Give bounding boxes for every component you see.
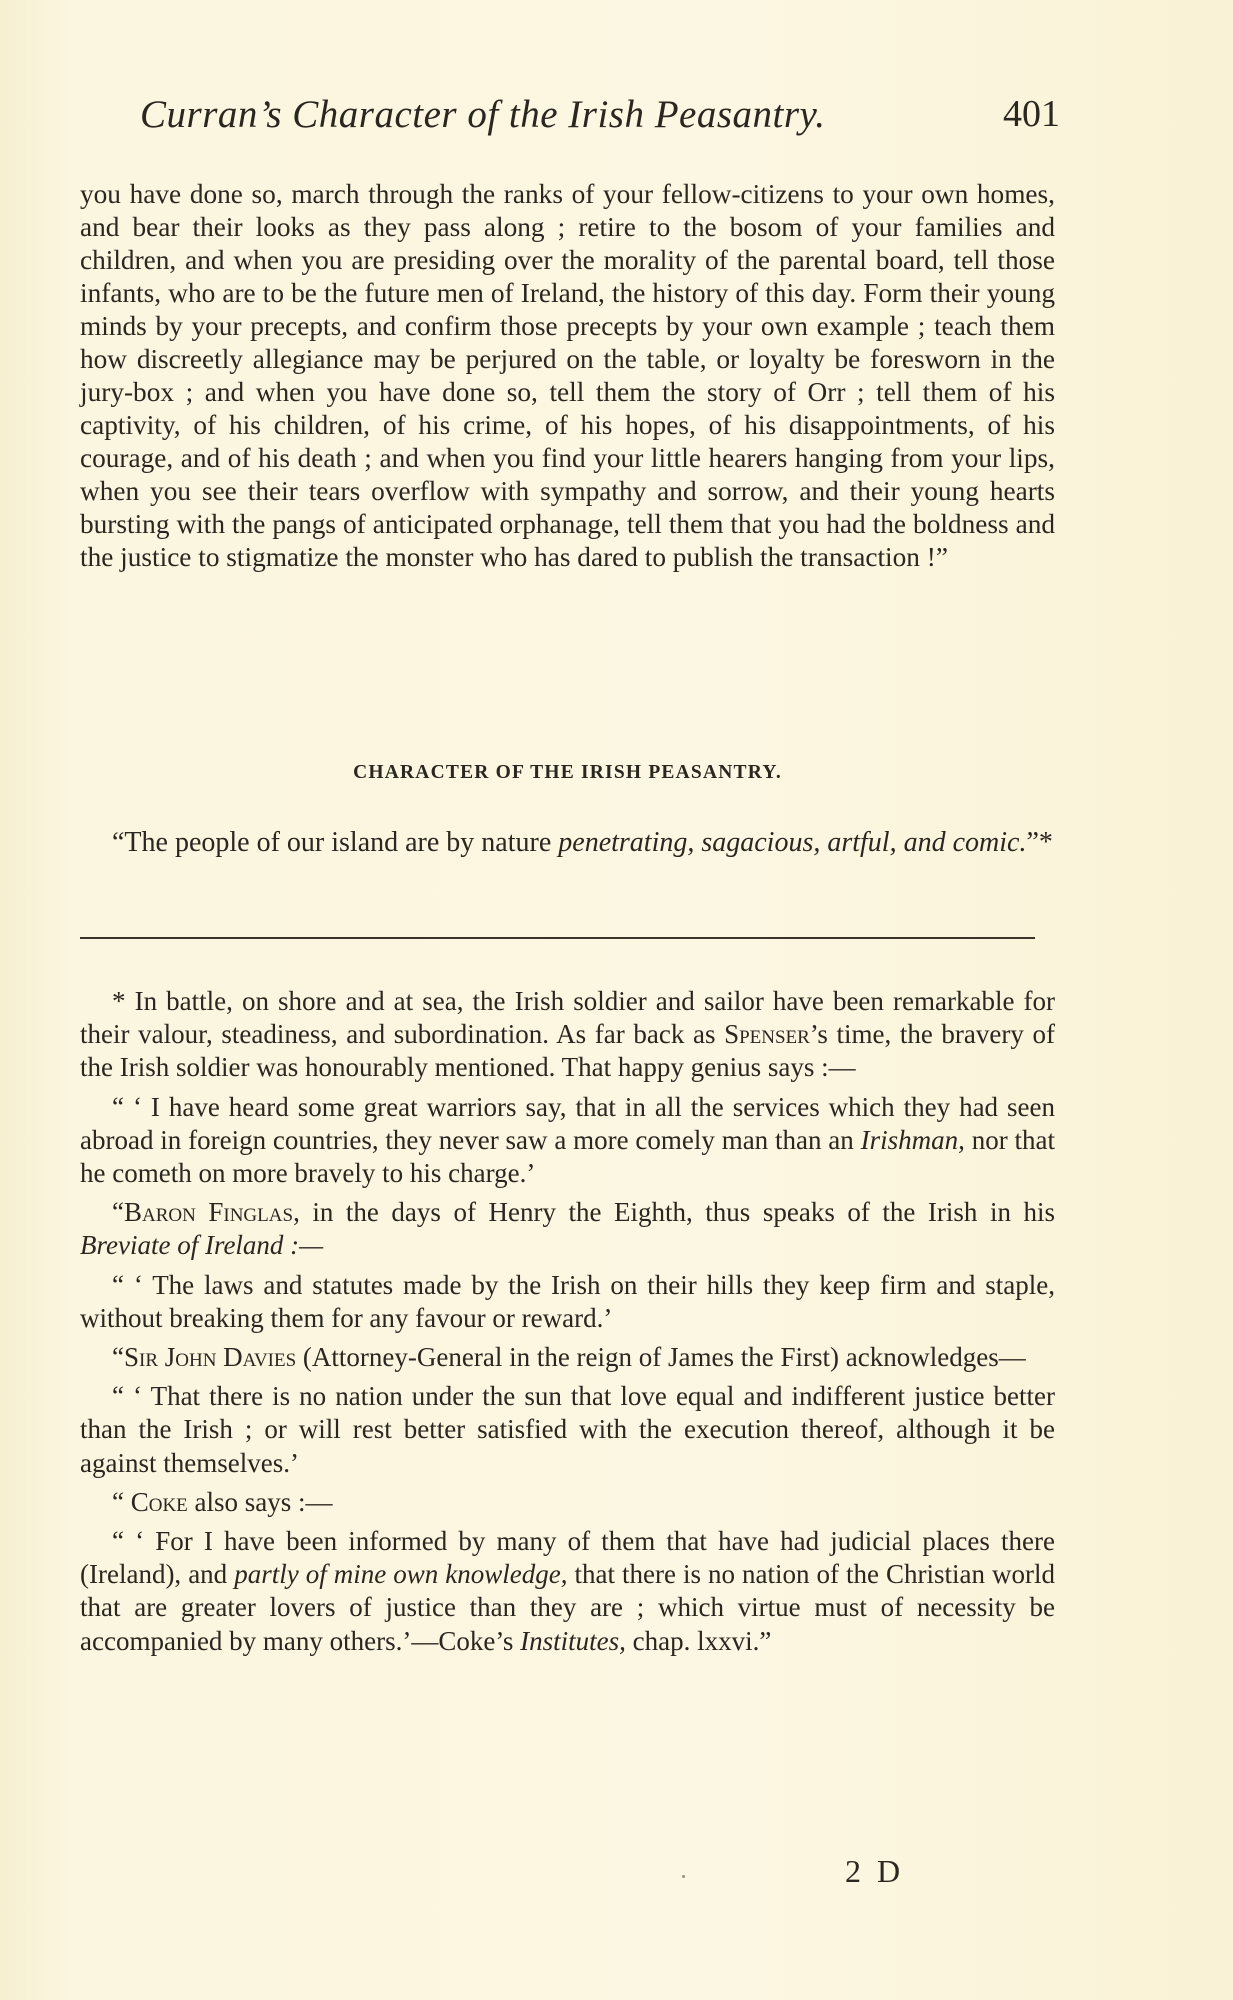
footnote-text: (Attorney-General in the reign of James the First) acknowledges— <box>296 1342 1026 1373</box>
running-title: Curran’s Character of the Irish Peasantry. <box>140 93 826 136</box>
quote-italic-text: penetrating, sagacious, artful, and comic. <box>558 827 1027 858</box>
footnote-divider <box>80 937 1035 939</box>
footnote-text: also says :— <box>187 1486 333 1517</box>
footnote-text: “ <box>112 1342 124 1373</box>
footnote-text: “ ‘ I have heard some great warriors say, that in all the services which they had seen abroad in foreign countries, they never saw a more comely man than an <box>80 1091 1055 1155</box>
footnote-italic: Irishman, <box>860 1124 965 1155</box>
footnote-text: , in the days of Henry the Eighth, thus speaks of the Irish in his <box>293 1197 1055 1228</box>
footnote-text: “ ‘ The laws and statutes made by the Irish on their hills they keep firm and staple, without breaking them for any favour or reward.’ <box>80 1269 1055 1333</box>
footnote-paragraph <box>80 1486 1055 1519</box>
author-name: Coke <box>130 1486 188 1517</box>
footnote-paragraph <box>80 1196 1055 1262</box>
main-paragraph: you have done so, march through the ranks of your fellow-citizens to your own homes, and bear their looks as they pass along ; retire to the bosom of your families and children, and when you are presiding over the morality of the parental board, tell those infants, who are to be the future men of Ireland, the history of this day. Form their young minds by your precepts, and confirm those precepts by your own example ; teach them how discreetly allegiance may be perjured on the table, or loyalty be foresworn in the jury-box ; and when you have done so, tell them the story of Orr ; tell them of his captivity, of his children, of his crime, of his hopes, of his disappointments, of his courage, and of his death ; and when you find your little hearers hanging from your lips, when you see their tears overflow with sympathy and sorrow, and their young hearts bursting with the pangs of anticipated orphanage, tell them that you had the boldness and the justice to stigmatize the monster who has dared to publish the transaction !” <box>80 179 1055 572</box>
running-head <box>140 92 1060 142</box>
quote-end: ”* <box>1026 827 1053 858</box>
footnote-text: “ <box>112 1486 131 1517</box>
footnote-text: chap. lxxvi.” <box>625 1625 772 1656</box>
footnote-text: “ <box>112 1197 124 1228</box>
author-name: Spenser <box>724 1019 810 1050</box>
ink-dot <box>682 1875 685 1878</box>
section-quote <box>80 826 1055 860</box>
section-heading: CHARACTER OF THE IRISH PEASANTRY. <box>353 762 782 783</box>
footnote-text: that there is no nation of the Christian world that are greater lovers of justice than they are ; which virtue must of necessity be accompanied by many others.’—Coke’s <box>80 1559 1056 1656</box>
footnote-italic: Institutes, <box>520 1625 626 1656</box>
author-name: Sir John Davies <box>123 1342 297 1373</box>
footnote-paragraph <box>80 1380 1055 1480</box>
page-number: 401 <box>1003 93 1060 135</box>
author-name: Baron Finglas <box>123 1197 294 1228</box>
footnote-italic: Breviate of Ireland :— <box>80 1230 324 1261</box>
footnote <box>80 985 1055 1664</box>
footnote-text: “ ‘ That there is no nation under the sun that love equal and indifferent justice better than the Irish ; or will rest better satisfied with the execution thereof, although it be against themselves.’ <box>80 1381 1055 1478</box>
footnote-paragraph <box>80 985 1055 1085</box>
footnote-text: “ ‘ For I have been informed by many of them that have had judicial places there (Ireland), and <box>80 1526 1055 1590</box>
footnote-text: * In battle, on shore and at sea, the Irish soldier and sailor have been remarkable for their valour, steadiness, and subordination. As far back as <box>80 986 1055 1050</box>
footnote-text: ’s time, the bravery of the Irish soldier was honourably mentioned. That happy genius says :— <box>80 1019 1055 1083</box>
footnote-paragraph <box>80 1091 1055 1191</box>
footnote-paragraph <box>80 1269 1055 1335</box>
footnote-paragraph <box>80 1341 1055 1374</box>
signature-mark: 2 D <box>845 1853 905 1889</box>
footnote-italic: partly of mine own knowledge, <box>234 1559 568 1590</box>
footnote-paragraph <box>80 1525 1055 1658</box>
quote-text: “The people of our island are by nature <box>112 827 559 858</box>
footnote-text: nor that he cometh on more bravely to his charge.’ <box>80 1124 1056 1189</box>
